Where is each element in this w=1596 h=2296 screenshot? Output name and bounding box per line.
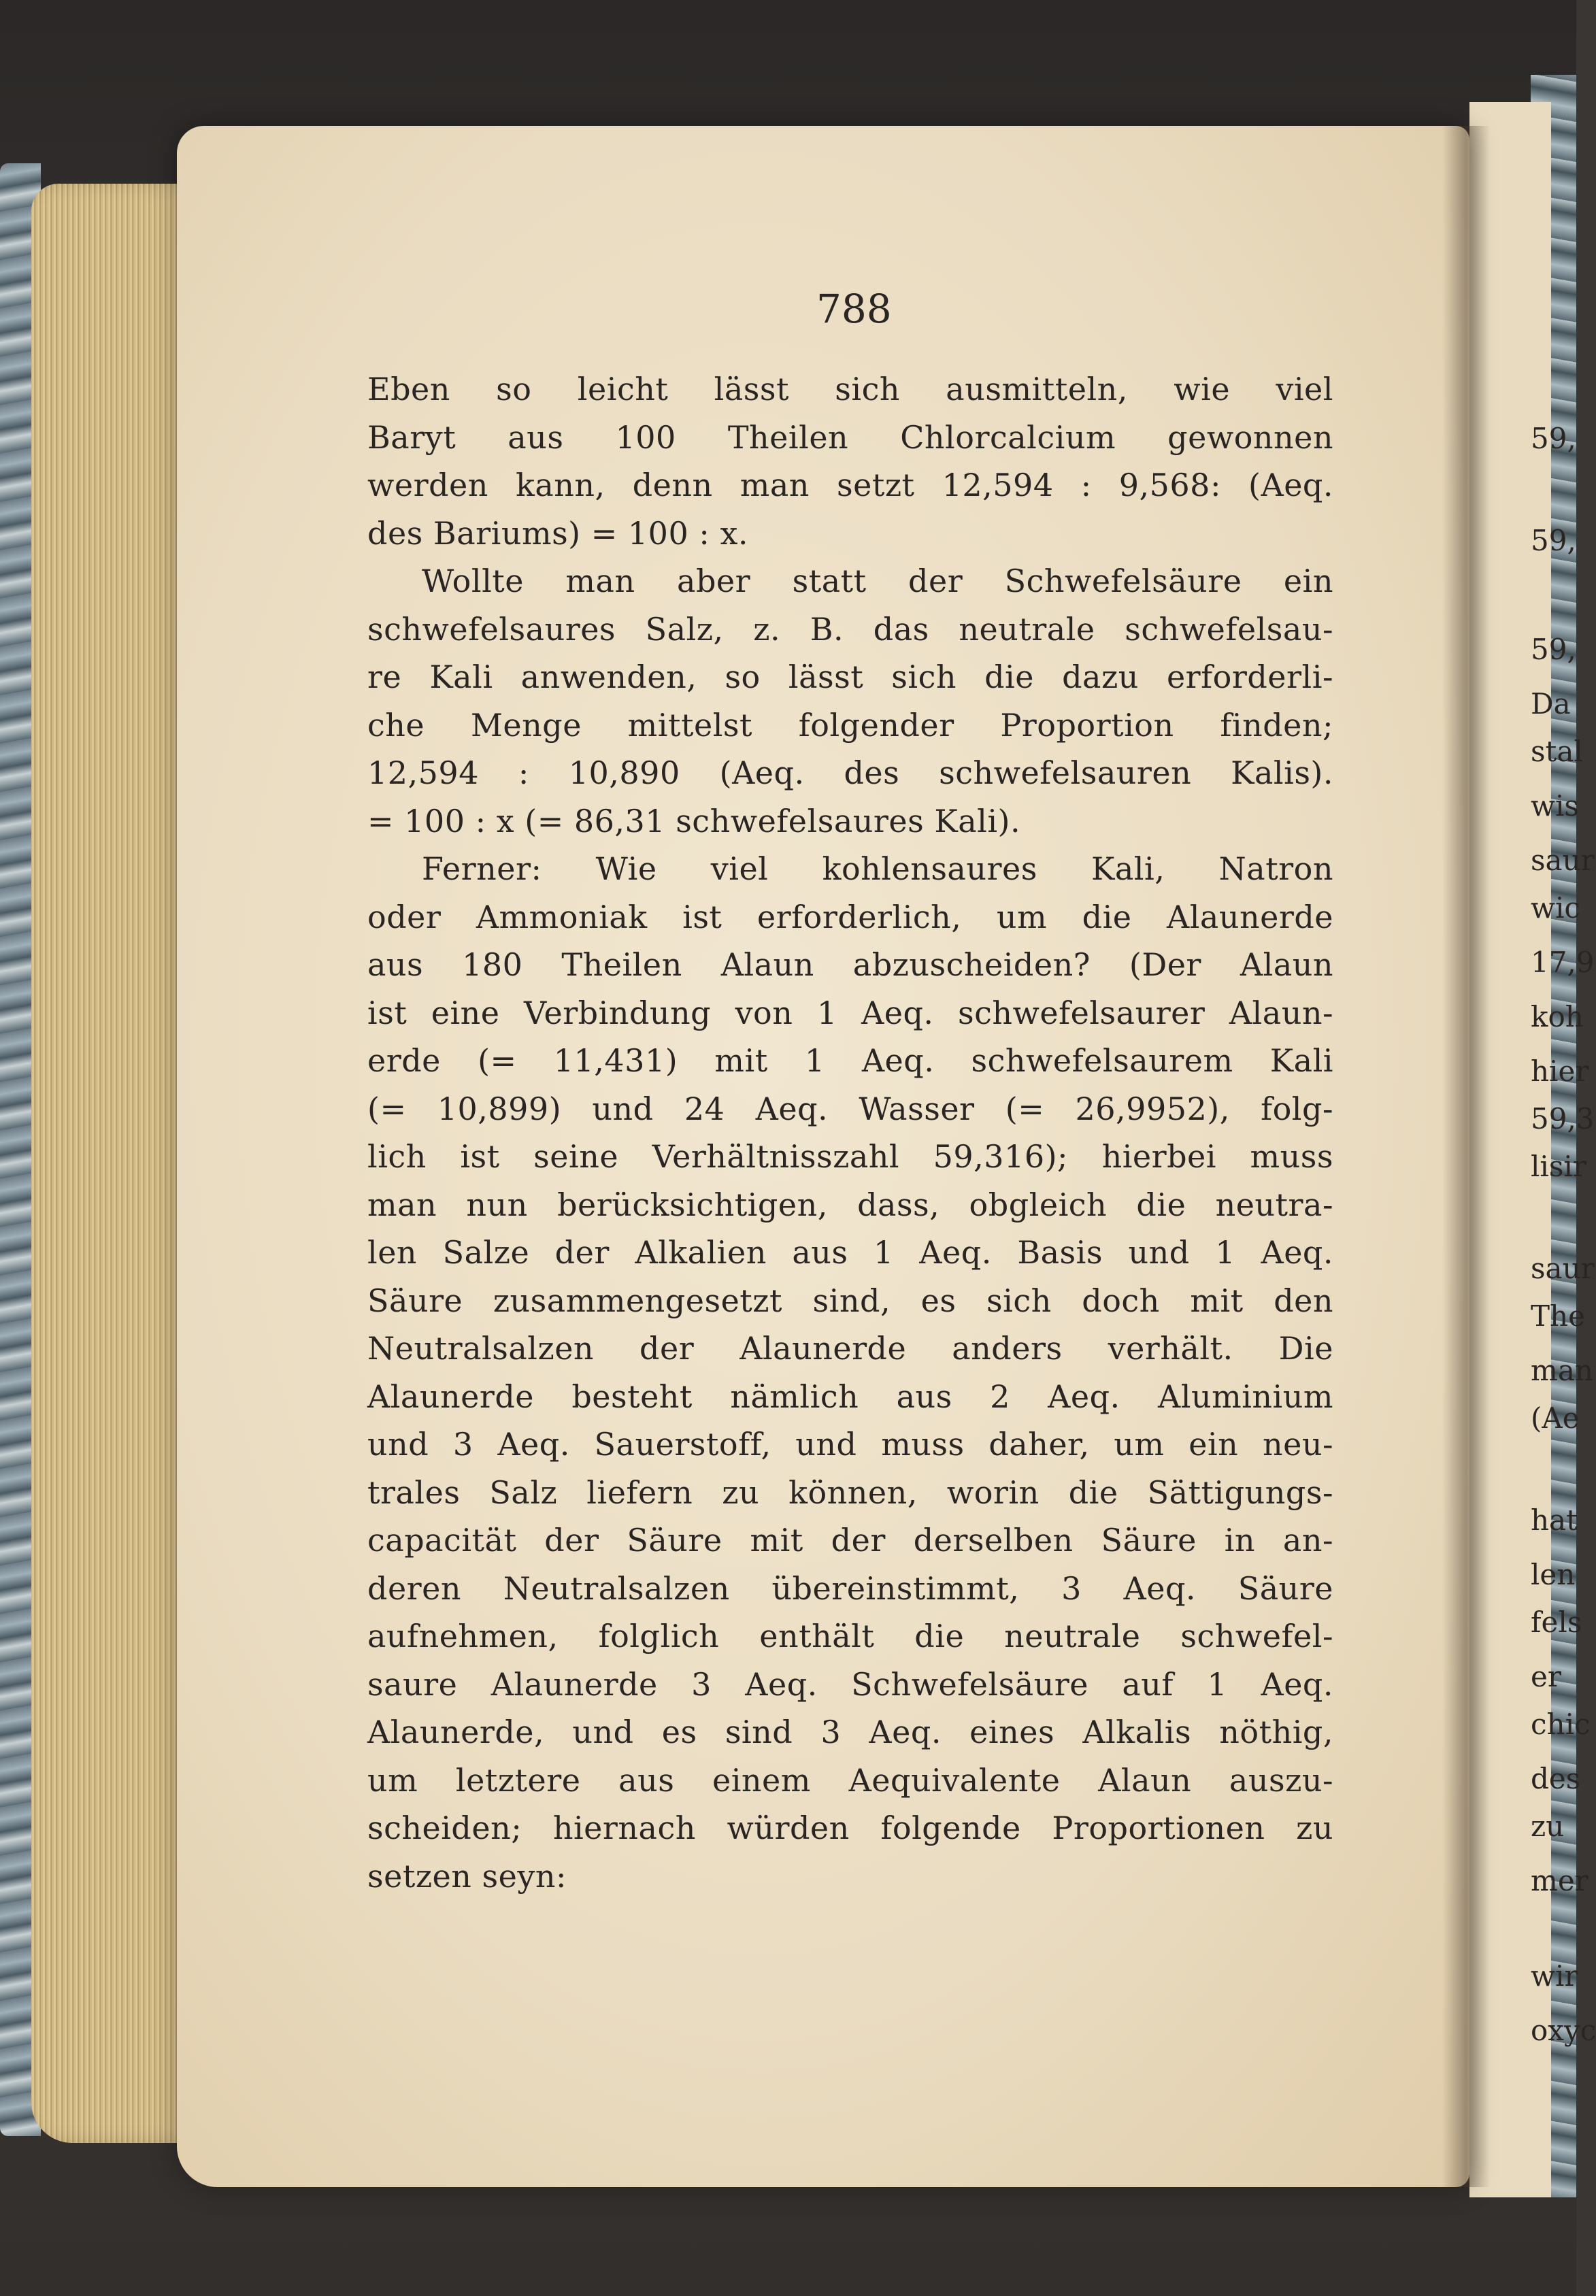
facing-page-fragment: saur — [1531, 844, 1595, 877]
text-line: oder Ammoniak ist erforderlich, um die Alaunerde — [367, 898, 1333, 935]
facing-page-fragment: hat — [1531, 1503, 1578, 1537]
text-line: re Kali anwenden, so lässt sich die dazu erforderli- — [367, 659, 1333, 695]
facing-page-fragment: fels — [1531, 1605, 1582, 1639]
text-line: schwefelsaures Salz, z. B. das neutrale schwefelsau- — [367, 610, 1333, 648]
facing-page-fragment: Da — [1531, 687, 1571, 720]
text-line: aus 180 Theilen Alaun abzuscheiden? (Der Alaun — [367, 946, 1333, 983]
text-line: = 100 : x (= 86,31 schwefelsaures Kali). — [367, 802, 1021, 839]
facing-page-fragment: 17,9 — [1531, 946, 1595, 979]
facing-page-fragment: chic — [1531, 1708, 1591, 1741]
text-line: Ferner: Wie viel kohlensaures Kali, Natron — [422, 850, 1333, 887]
text-line: Säure zusammengesetzt sind, es sich doch mit den — [367, 1282, 1333, 1319]
text-line: 12,594 : 10,890 (Aeq. des schwefelsauren Kalis). — [367, 754, 1333, 791]
text-line: (= 10,899) und 24 Aeq. Wasser (= 26,9952), folg- — [367, 1090, 1333, 1127]
facing-page-fragment: lisir — [1531, 1150, 1586, 1183]
facing-page-fragment: koh — [1531, 1000, 1584, 1033]
text-line: Wollte man aber statt der Schwefelsäure ein — [422, 563, 1333, 599]
facing-page-fragment: stal — [1531, 735, 1583, 768]
text-line: man nun berücksichtigen, dass, obgleich die neutra- — [367, 1186, 1333, 1223]
text-line: capacität der Säure mit der derselben Säure in an- — [367, 1522, 1333, 1559]
facing-page-fragment: wir — [1531, 1959, 1578, 1993]
text-line: Alaunerde, und es sind 3 Aeq. eines Alkalis nöthig, — [367, 1714, 1333, 1750]
facing-page-fragment: (Ae — [1531, 1401, 1580, 1435]
facing-page-fragment: 59,3 — [1531, 1102, 1595, 1135]
facing-page-fragment: zu — [1531, 1810, 1565, 1843]
text-line: lich ist seine Verhältnisszahl 59,316); hierbei muss — [367, 1138, 1333, 1175]
text-line: len Salze der Alkalien aus 1 Aeq. Basis und 1 Aeq. — [367, 1234, 1333, 1271]
page-gutter — [1442, 126, 1490, 2187]
text-line: Eben so leicht lässt sich ausmitteln, wie viel — [367, 371, 1333, 407]
facing-page-fragment: len — [1531, 1558, 1576, 1591]
text-line: aufnehmen, folglich enthält die neutrale schwefel- — [367, 1618, 1333, 1654]
text-line: Neutralsalzen der Alaunerde anders verhält. Die — [367, 1330, 1333, 1367]
facing-page-fragment: The — [1531, 1299, 1585, 1333]
facing-page-fragment: hier — [1531, 1054, 1589, 1088]
text-line: des Bariums) = 100 : x. — [367, 514, 749, 552]
text-line: deren Neutralsalzen übereinstimmt, 3 Aeq. Säure — [367, 1569, 1333, 1607]
page-number: 788 — [816, 286, 892, 332]
text-line: setzen seyn: — [367, 1857, 567, 1895]
text-line: und 3 Aeq. Sauerstoff, und muss daher, um ein neu- — [367, 1426, 1333, 1463]
page-edges — [31, 184, 201, 2143]
text-line: ist eine Verbindung von 1 Aeq. schwefelsaurer Alaun- — [367, 994, 1333, 1031]
text-line: saure Alaunerde 3 Aeq. Schwefelsäure auf 1 Aeq. — [367, 1665, 1333, 1703]
facing-page-fragment: oxyc — [1531, 2014, 1596, 2047]
facing-page-fragment: er — [1531, 1660, 1561, 1693]
facing-page-fragment: saur — [1531, 1252, 1595, 1285]
facing-page-fragment: wic — [1531, 891, 1580, 925]
facing-page-fragment: wis — [1531, 789, 1579, 822]
facing-page-fragment: man — [1531, 1354, 1593, 1387]
text-line: um letztere aus einem Aequivalente Alaun auszu- — [367, 1761, 1333, 1799]
text-line: werden kann, denn man setzt 12,594 : 9,568: (Aeq. — [367, 467, 1333, 503]
facing-page-fragment: 59, — [1531, 633, 1576, 666]
text-line: trales Salz liefern zu können, worin die Sättigungs- — [367, 1474, 1333, 1511]
facing-page-fragment: 59, — [1531, 524, 1576, 557]
text-line: che Menge mittelst folgender Proportion finden; — [367, 706, 1333, 744]
facing-page-fragment: mer — [1531, 1864, 1589, 1897]
facing-page-fragment: 59, — [1531, 422, 1576, 455]
facing-page-fragment: des — [1531, 1762, 1581, 1795]
text-line: scheiden; hiernach würden folgende Proportionen zu — [367, 1810, 1333, 1846]
text-line: Baryt aus 100 Theilen Chlorcalcium gewonnen — [367, 418, 1333, 456]
text-line: Alaunerde besteht nämlich aus 2 Aeq. Aluminium — [367, 1378, 1333, 1415]
text-line: erde (= 11,431) mit 1 Aeq. schwefelsaurem Kali — [367, 1042, 1333, 1079]
